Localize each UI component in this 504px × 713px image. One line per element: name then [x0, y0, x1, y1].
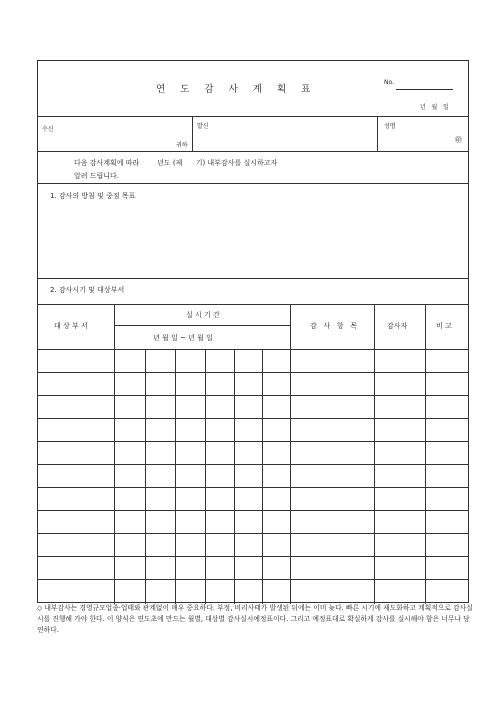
divider	[38, 183, 468, 184]
document-number-field[interactable]	[396, 89, 453, 90]
table-row[interactable]	[38, 372, 468, 373]
divider	[145, 349, 146, 604]
intro-line-2: 알려 드립니다.	[74, 172, 120, 180]
table-row[interactable]	[38, 487, 468, 488]
table-row[interactable]	[38, 395, 468, 396]
divider	[38, 151, 468, 152]
header-period: 실 시 기 간	[186, 311, 220, 319]
divider	[38, 349, 468, 350]
date-field[interactable]: 년 월 일	[420, 104, 449, 111]
seal-mark[interactable]: ㊞	[455, 136, 462, 144]
table-row[interactable]	[38, 533, 468, 534]
divider	[262, 349, 263, 604]
honorific-label: 귀하	[176, 142, 188, 149]
footnote: ◇ 내부감사는 경영규모업종·업태와 관계없이 매우 중요하다. 부정, 비리사태가 발생된 뒤에는 이미 늦다. 빠른 시기에 제도화하고 계획적으로 감사실시를 진행해 가야 한다. 이 양식은 연도초에 만드는 월별, 대상별 감사실시예정표이다. 그리고 예정표대로 확실하게 감사를 실시해야 함은 너무나 당연하다.	[37, 604, 473, 634]
recipient-label: 수신	[42, 126, 54, 133]
divider	[377, 116, 378, 151]
header-period-sub: 년 월 일 ~ 년 월 일	[153, 334, 213, 342]
policy-text-area[interactable]	[46, 203, 460, 273]
divider	[114, 325, 290, 326]
table-row[interactable]	[38, 418, 468, 419]
table-row[interactable]	[38, 510, 468, 511]
header-remarks: 비 고	[436, 322, 452, 330]
divider	[38, 304, 468, 305]
audit-plan-form	[37, 60, 469, 603]
recipient-field[interactable]	[58, 121, 183, 151]
table-row[interactable]	[38, 464, 468, 465]
header-audit-items: 감 사 항 목	[310, 322, 358, 330]
form-title: 연 도 감 사 계 획 표	[156, 84, 317, 95]
name-label: 성명	[384, 123, 396, 130]
intro-line-1: 다음 감사계획에 따라 년도 (제 기) 내부감사를 실시하고자	[74, 159, 278, 167]
document-number-label: No.	[384, 79, 394, 86]
section-policy-heading: 1. 감사의 방침 및 중점 목표	[50, 192, 136, 200]
header-dept: 대 상 부 서	[54, 322, 88, 330]
table-row[interactable]	[38, 579, 468, 580]
divider	[38, 116, 468, 117]
section-schedule-heading: 2. 감사시기 및 대상부서	[50, 286, 125, 294]
divider	[234, 349, 235, 604]
divider	[175, 349, 176, 604]
divider	[205, 349, 206, 604]
divider	[192, 116, 193, 151]
table-row[interactable]	[38, 441, 468, 442]
divider	[38, 278, 468, 279]
sender-field[interactable]	[210, 121, 375, 151]
sender-label: 발신	[197, 123, 209, 130]
header-auditor: 감사자	[387, 322, 408, 330]
table-row[interactable]	[38, 556, 468, 557]
